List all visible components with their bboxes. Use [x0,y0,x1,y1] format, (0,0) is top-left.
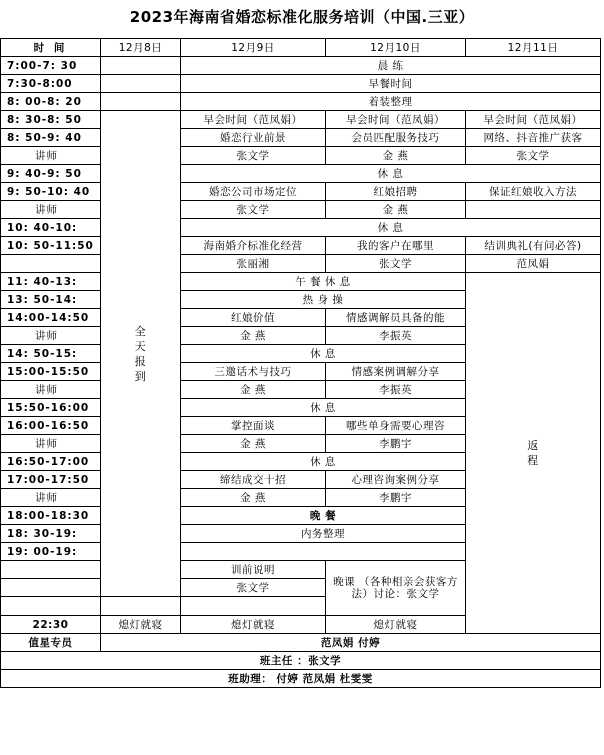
time-cell [1,255,101,273]
time-cell: 18: 30-19: [1,525,101,543]
time-cell: 15:00-15:50 [1,363,101,381]
event-cell: 晚 餐 [181,507,466,525]
session-cell: 三邀话术与技巧 [181,363,326,381]
time-cell: 14: 50-15: [1,345,101,363]
empty-cell [101,597,181,616]
lecturer-cell: 金 燕 [181,327,326,345]
session-cell: 红娘价值 [181,309,326,327]
lecturer-label: 讲师 [1,327,101,345]
table-row [1,129,601,147]
session-cell: 情感调解员具备的能 [326,309,466,327]
event-cell: 着装整理 [181,93,601,111]
session-cell: 早会时间（范凤娟） [466,111,601,129]
table-row [1,237,601,255]
lecturer-cell: 李鹏宇 [326,435,466,453]
lights-out-cell: 熄灯就寝 [101,616,181,634]
session-cell: 婚恋公司市场定位 [181,183,326,201]
time-cell: 8: 00-8: 20 [1,93,101,111]
duty-label: 值星专员 [1,634,101,652]
session-cell: 网络、抖音推广获客 [466,129,601,147]
assistants: 班助理： 付婷 范凤娟 杜雯雯 [1,670,601,688]
session-cell: 海南婚介标准化经营 [181,237,326,255]
empty-cell [1,597,101,616]
time-cell: 7:00-7: 30 [1,57,101,75]
lecturer-cell: 李振英 [326,327,466,345]
session-cell: 婚恋行业前景 [181,129,326,147]
event-cell: 早餐时间 [181,75,601,93]
evening-class-text: 晚课 （各种相亲会获客方法）讨论：张文学 [333,576,458,600]
table-row [1,634,601,652]
session-cell: 红娘招聘 [326,183,466,201]
empty-cell [1,561,101,579]
lecturer-label: 讲师 [1,489,101,507]
time-cell: 22:30 [1,616,101,634]
session-cell: 保证红娘收入方法 [466,183,601,201]
lecturer-cell: 李鹏宇 [326,489,466,507]
empty-cell [181,543,466,561]
time-cell: 9: 40-9: 50 [1,165,101,183]
session-cell: 哪些单身需要心理咨 [326,417,466,435]
day1-empty [101,93,181,111]
lecturer-cell: 张文学 [326,255,466,273]
session-cell: 心理咨询案例分享 [326,471,466,489]
table-row [1,652,601,670]
time-cell: 15:50-16:00 [1,399,101,417]
page-title: 2023年海南省婚恋标准化服务培训（中国.三亚） [129,8,475,26]
header-day-2: 12月9日 [181,39,326,57]
event-cell: 晨 练 [181,57,601,75]
session-cell: 早会时间（范凤娟） [181,111,326,129]
empty-cell [1,579,101,597]
time-cell: 14:00-14:50 [1,309,101,327]
session-cell: 掌控面谈 [181,417,326,435]
lecturer-cell: 张文学 [181,201,326,219]
table-row [1,111,601,129]
session-cell: 早会时间（范凤娟） [326,111,466,129]
header-day-4: 12月11日 [466,39,601,57]
day1-evening-lecturer: 张文学 [181,579,326,597]
time-cell: 8: 30-8: 50 [1,111,101,129]
lights-out-cell: 熄灯就寝 [181,616,326,634]
lecturer-cell: 金 燕 [181,381,326,399]
lecturer-cell [466,201,601,219]
event-cell: 休 息 [181,165,601,183]
lecturer-cell: 金 燕 [326,201,466,219]
table-row [1,183,601,201]
header-time: 时 间 [1,39,101,57]
table-row [1,201,601,219]
lecturer-cell: 李振英 [326,381,466,399]
header-day-1: 12月8日 [101,39,181,57]
event-cell: 休 息 [181,399,466,417]
time-cell: 18:00-18:30 [1,507,101,525]
duty-staff: 范凤娟 付婷 [101,634,601,652]
time-cell: 17:00-17:50 [1,471,101,489]
event-cell: 休 息 [181,219,601,237]
header-row [1,39,601,57]
session-cell: 结训典礼(有问必答) [466,237,601,255]
table-row [1,670,601,688]
time-cell: 16:00-16:50 [1,417,101,435]
schedule-table [0,38,601,688]
table-row [1,165,601,183]
lecturer-label: 讲师 [1,147,101,165]
day1-empty [101,57,181,75]
time-cell: 16:50-17:00 [1,453,101,471]
event-cell: 热 身 操 [181,291,466,309]
table-row [1,75,601,93]
table-row [1,57,601,75]
header-day-3: 12月10日 [326,39,466,57]
time-cell: 10: 40-10: [1,219,101,237]
table-row [1,93,601,111]
sidebar-day1-text: 全天报到 [134,324,147,383]
lecturer-label: 讲师 [1,201,101,219]
lecturer-cell: 张文学 [466,147,601,165]
lecturer-label: 讲师 [1,381,101,399]
lecturer-cell: 金 燕 [181,435,326,453]
event-cell: 休 息 [181,345,466,363]
table-row [1,273,601,291]
sidebar-day1 [101,111,181,597]
sidebar-day4-text: 返程 [527,439,539,467]
evening-class-cell [326,561,466,616]
table-row [1,255,601,273]
time-cell: 10: 50-11:50 [1,237,101,255]
lecturer-cell: 范凤娟 [466,255,601,273]
lecturer-cell: 金 燕 [181,489,326,507]
lecturer-cell: 金 燕 [326,147,466,165]
session-cell: 我的客户在哪里 [326,237,466,255]
time-cell: 13: 50-14: [1,291,101,309]
time-cell: 9: 50-10: 40 [1,183,101,201]
day1-empty [101,75,181,93]
table-row [1,147,601,165]
lecturer-cell: 张文学 [181,147,326,165]
time-cell: 8: 50-9: 40 [1,129,101,147]
time-cell: 7:30-8:00 [1,75,101,93]
event-cell: 内务整理 [181,525,466,543]
table-row [1,219,601,237]
lecturer-cell: 张丽湘 [181,255,326,273]
session-cell: 会员匹配服务技巧 [326,129,466,147]
time-cell: 11: 40-13: [1,273,101,291]
event-cell: 休 息 [181,453,466,471]
time-cell: 19: 00-19: [1,543,101,561]
lights-out-cell: 熄灯就寝 [326,616,466,634]
session-cell: 情感案例调解分享 [326,363,466,381]
day1-evening-label: 训前说明 [181,561,326,579]
event-cell: 午 餐 休 息 [181,273,466,291]
head-teacher: 班主任 ：张文学 [1,652,601,670]
session-cell: 缔结成交十招 [181,471,326,489]
sidebar-day4 [466,273,601,634]
lecturer-label: 讲师 [1,435,101,453]
